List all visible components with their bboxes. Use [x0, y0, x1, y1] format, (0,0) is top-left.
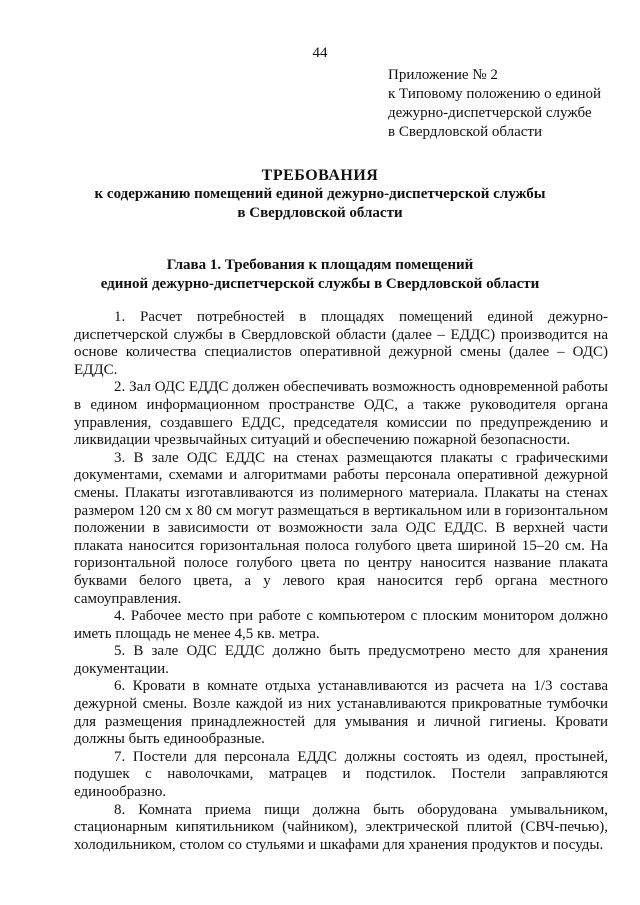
paragraph: 6. Кровати в комнате отдыха устанавливаются из расчета на 1/3 состава дежурной смены. Возле каждой из них устанавливаются прикроватные тумбочки для размещения принадлежностей для умывания и личной гигиены. Кровати должны быть единообразные.	[74, 678, 608, 748]
title-main: ТРЕБОВАНИЯ	[261, 167, 379, 184]
page-number: 44	[312, 45, 328, 61]
appendix-line: Приложение № 2	[388, 67, 498, 83]
appendix-line: дежурно-диспетчерской службе	[388, 105, 592, 121]
paragraph: 5. В зале ОДС ЕДДС должно быть предусмотрено место для хранения документации.	[74, 643, 608, 677]
title-subtitle: к содержанию помещений единой дежурно-диспетчерской службы	[94, 186, 546, 202]
chapter-heading-line: единой дежурно-диспетчерской службы в Свердловской области	[100, 276, 540, 292]
appendix-block	[388, 66, 628, 142]
paragraph: 4. Рабочее место при работе с компьютером с плоским монитором должно иметь площадь не менее 4,5 кв. метра.	[74, 608, 608, 642]
document-body	[74, 309, 608, 854]
title-subtitle: в Свердловской области	[237, 205, 403, 221]
paragraph: 3. В зале ОДС ЕДДС на стенах размещаются плакаты с графическими документами, схемами и алгоритмами работы персонала оперативной дежурной смены. Плакаты изготавливаются из полимерного материала. Плакаты на стенах размером 120 см х 80 см могут размещаться в вертикальном или в горизонтальном положении в зависимости от возможности зала ОДС ЕДДС. В верхней части плаката наносится горизонтальная полоса голубого цвета шириной 15–20 см. На горизонтальной полосе голубого цвета по центру наносится название плаката буквами белого цвета, а у левого края наносится герб органа местного самоуправления.	[74, 449, 608, 607]
appendix-line: в Свердловской области	[388, 124, 543, 140]
document-title	[0, 166, 640, 223]
paragraph: 1. Расчет потребностей в площадях помещений единой дежурно-диспетчерской службы в Свердловской области (далее – ЕДДС) производится на основе количества специалистов оперативной дежурной смены (далее – ОДС) ЕДДС.	[74, 309, 608, 378]
chapter-heading	[0, 256, 640, 294]
paragraph: 2. Зал ОДС ЕДДС должен обеспечивать возможность одновременной работы в едином информационном пространстве ОДС, а также руководителя органа управления, создавшего ЕДДС, председателя комиссии по предупреждению и ликвидации чрезвычайных ситуаций и обеспечению пожарной безопасности.	[74, 379, 608, 449]
paragraph: 8. Комната приема пищи должна быть оборудована умывальником, стационарным кипятильником (чайником), электрической плитой (СВЧ-печью), холодильником, столом со стульями и шкафами для хранения продуктов и посуды.	[74, 801, 608, 853]
paragraph: 7. Постели для персонала ЕДДС должны состоять из одеял, простыней, подушек с наволочками, матрацев и подстилок. Постели заправляются единообразно.	[74, 748, 608, 801]
chapter-heading-line: Глава 1. Требования к площадям помещений	[166, 257, 474, 273]
appendix-line: к Типовому положению о единой	[388, 86, 602, 102]
